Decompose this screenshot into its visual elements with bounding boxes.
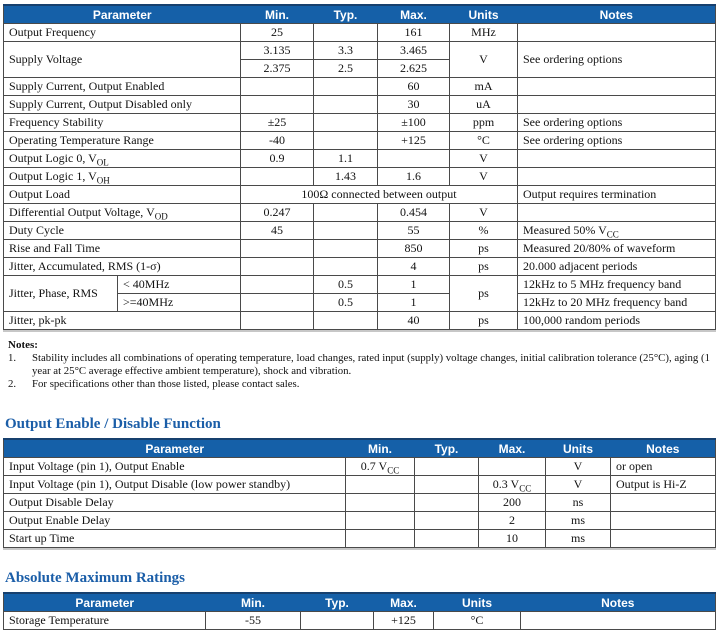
column-header-max: Max. — [378, 5, 450, 24]
units-cell: ms — [546, 512, 611, 530]
notes-cell: Measured 20/80% of waveform — [518, 240, 716, 258]
units-cell: °C — [434, 612, 521, 630]
table-row-operating-temp — [4, 132, 716, 150]
max-cell: 10 — [479, 530, 546, 548]
min-cell — [241, 312, 314, 330]
typ-cell: 3.3 — [314, 42, 378, 60]
table-row-jitter-pkpk — [4, 312, 716, 330]
units-cell: V — [546, 476, 611, 494]
typ-cell — [415, 530, 479, 548]
table-row-rise-fall-time — [4, 240, 716, 258]
max-cell: 161 — [378, 24, 450, 42]
typ-cell — [314, 222, 378, 240]
max-cell — [378, 150, 450, 168]
column-header-parameter: Parameter — [4, 593, 206, 612]
max-subscript: CC — [519, 483, 532, 494]
max-cell: 4 — [378, 258, 450, 276]
column-header-max: Max. — [374, 593, 434, 612]
min-cell — [346, 530, 415, 548]
max-label: 0.3 V — [492, 477, 520, 491]
table-row-output-frequency — [4, 24, 716, 42]
typ-cell — [415, 458, 479, 476]
notes-label: Measured 50% V — [523, 223, 607, 237]
notes-cell: 20.000 adjacent periods — [518, 258, 716, 276]
min-cell — [241, 276, 314, 294]
parameter-cell: Supply Current, Output Disabled only — [4, 96, 241, 114]
max-cell: 1 — [378, 276, 450, 294]
notes-cell — [518, 78, 716, 96]
min-cell: 0.247 — [241, 204, 314, 222]
max-cell: +125 — [378, 132, 450, 150]
parameter-label: Output Logic 0, V — [9, 151, 97, 165]
notes-cell: Output requires termination — [518, 186, 716, 204]
min-label: 0.7 V — [360, 459, 388, 473]
notes-cell — [518, 150, 716, 168]
column-header-max: Max. — [479, 439, 546, 458]
table-row-storage-temp — [4, 612, 716, 630]
parameter-cell: Supply Current, Output Enabled — [4, 78, 241, 96]
table-row-duty-cycle — [4, 222, 716, 240]
notes-cell: See ordering options — [518, 114, 716, 132]
typ-cell — [415, 512, 479, 530]
min-cell: -55 — [206, 612, 301, 630]
parameter-cell: Storage Temperature — [4, 612, 206, 630]
parameter-cell: Start up Time — [4, 530, 346, 548]
notes-cell — [518, 24, 716, 42]
typ-cell: 1.1 — [314, 150, 378, 168]
table-row-output-load — [4, 186, 716, 204]
notes-cell: or open — [611, 458, 716, 476]
min-cell: 2.375 — [241, 60, 314, 78]
units-cell: V — [450, 168, 518, 186]
units-cell: MHz — [450, 24, 518, 42]
typ-cell: 0.5 — [314, 276, 378, 294]
notes-cell — [611, 494, 716, 512]
column-header-min: Min. — [206, 593, 301, 612]
typ-cell — [314, 24, 378, 42]
parameter-label: Output Logic 1, V — [9, 169, 97, 183]
min-cell — [241, 168, 314, 186]
min-cell: 45 — [241, 222, 314, 240]
footnote-number: 2. — [8, 378, 17, 390]
units-cell: °C — [450, 132, 518, 150]
column-header-typ: Typ. — [314, 5, 378, 24]
table-row-frequency-stability — [4, 114, 716, 132]
table-row-input-voltage-disable — [4, 476, 716, 494]
max-cell: 55 — [378, 222, 450, 240]
units-cell: V — [450, 42, 518, 78]
min-cell: 0.9 — [241, 150, 314, 168]
notes-cell — [518, 222, 716, 240]
section-title-abs-max: Absolute Maximum Ratings — [5, 570, 186, 586]
table-row-output-disable-delay — [4, 494, 716, 512]
parameter-cell — [4, 150, 241, 168]
abs-max-table — [3, 592, 716, 630]
column-header-units: Units — [546, 439, 611, 458]
typ-cell — [314, 78, 378, 96]
max-cell: 200 — [479, 494, 546, 512]
units-cell: ps — [450, 312, 518, 330]
notes-cell — [611, 512, 716, 530]
notes-cell — [518, 96, 716, 114]
notes-cell: Output is Hi-Z — [611, 476, 716, 494]
table-row-supply-current-disabled — [4, 96, 716, 114]
notes-cell: 100,000 random periods — [518, 312, 716, 330]
max-cell: 2 — [479, 512, 546, 530]
parameter-cell: Frequency Stability — [4, 114, 241, 132]
typ-cell — [301, 612, 374, 630]
min-cell — [346, 494, 415, 512]
notes-cell: See ordering options — [518, 42, 716, 78]
max-cell — [479, 476, 546, 494]
typ-cell: 0.5 — [314, 294, 378, 312]
min-cell — [241, 294, 314, 312]
table-row-jitter-accumulated — [4, 258, 716, 276]
max-cell: 1 — [378, 294, 450, 312]
min-subscript: CC — [387, 465, 400, 476]
section-title-output-enable: Output Enable / Disable Function — [5, 416, 221, 432]
units-cell: V — [450, 150, 518, 168]
typ-cell — [314, 132, 378, 150]
typ-cell — [415, 476, 479, 494]
typ-cell — [314, 204, 378, 222]
min-cell: 25 — [241, 24, 314, 42]
notes-cell — [611, 530, 716, 548]
footnotes-title: Notes: — [8, 339, 38, 351]
column-header-notes: Notes — [521, 593, 716, 612]
units-cell: V — [450, 204, 518, 222]
table-row-output-enable-delay — [4, 512, 716, 530]
parameter-cell: Supply Voltage — [4, 42, 241, 78]
units-cell: uA — [450, 96, 518, 114]
max-cell: 30 — [378, 96, 450, 114]
spec-table — [3, 4, 716, 330]
table-row-supply-current-enabled — [4, 78, 716, 96]
parameter-cell — [4, 168, 241, 186]
units-cell: V — [546, 458, 611, 476]
parameter-cell — [4, 204, 241, 222]
table-row-supply-voltage-1 — [4, 42, 716, 60]
typ-cell — [314, 96, 378, 114]
typ-cell — [314, 240, 378, 258]
table-row-output-logic-0 — [4, 150, 716, 168]
units-cell: ns — [546, 494, 611, 512]
column-header-units: Units — [450, 5, 518, 24]
condition-cell: < 40MHz — [118, 276, 241, 294]
column-header-parameter: Parameter — [4, 5, 241, 24]
parameter-cell: Output Load — [4, 186, 241, 204]
notes-cell — [521, 612, 716, 630]
notes-cell — [518, 168, 716, 186]
parameter-subscript: OL — [96, 157, 109, 168]
condition-cell: >=40MHz — [118, 294, 241, 312]
spec-table-header-row — [4, 5, 716, 24]
table-row-jitter-phase-1 — [4, 276, 716, 294]
units-cell: ps — [450, 258, 518, 276]
parameter-cell: Operating Temperature Range — [4, 132, 241, 150]
max-cell — [479, 458, 546, 476]
min-cell — [346, 476, 415, 494]
footnote-text: For specifications other than those listed, please contact sales. — [32, 378, 300, 390]
footnote-item — [8, 378, 714, 391]
merged-value-cell: 100Ω connected between output — [241, 186, 518, 204]
parameter-cell: Rise and Fall Time — [4, 240, 241, 258]
notes-subscript: CC — [606, 229, 619, 240]
max-cell: 0.454 — [378, 204, 450, 222]
min-cell: ±25 — [241, 114, 314, 132]
column-header-units: Units — [434, 593, 521, 612]
max-cell: 850 — [378, 240, 450, 258]
units-cell: ms — [546, 530, 611, 548]
footnotes — [8, 339, 715, 391]
units-cell: % — [450, 222, 518, 240]
min-cell: -40 — [241, 132, 314, 150]
notes-cell — [518, 204, 716, 222]
min-cell — [241, 240, 314, 258]
parameter-cell: Output Frequency — [4, 24, 241, 42]
notes-cell: 12kHz to 5 MHz frequency band — [518, 276, 716, 294]
max-cell: 3.465 — [378, 42, 450, 60]
parameter-cell: Duty Cycle — [4, 222, 241, 240]
table-row-output-logic-1 — [4, 168, 716, 186]
column-header-notes: Notes — [518, 5, 716, 24]
parameter-cell: Input Voltage (pin 1), Output Disable (low power standby) — [4, 476, 346, 494]
typ-cell: 2.5 — [314, 60, 378, 78]
units-cell: ps — [450, 240, 518, 258]
min-cell — [346, 512, 415, 530]
table-row-input-voltage-enable — [4, 458, 716, 476]
units-cell: ppm — [450, 114, 518, 132]
typ-cell: 1.43 — [314, 168, 378, 186]
parameter-cell: Jitter, Phase, RMS — [4, 276, 118, 312]
units-cell: mA — [450, 78, 518, 96]
enable-table-header-row — [4, 439, 716, 458]
parameter-subscript: OH — [96, 175, 110, 186]
footnote-text: Stability includes all combinations of operating temperature, load changes, rated input (supply) voltage changes, initial calibration tolerance (25°C), aging (1 year at 25°C average effective ambient temperature), shock and vibration. — [32, 352, 711, 377]
min-cell — [241, 78, 314, 96]
parameter-label: Differential Output Voltage, V — [9, 205, 155, 219]
column-header-typ: Typ. — [301, 593, 374, 612]
column-header-notes: Notes — [611, 439, 716, 458]
abs-max-table-header-row — [4, 593, 716, 612]
typ-cell — [314, 114, 378, 132]
max-cell: 1.6 — [378, 168, 450, 186]
footnote-item — [8, 352, 714, 378]
typ-cell — [314, 258, 378, 276]
units-cell: ps — [450, 276, 518, 312]
parameter-cell: Jitter, pk-pk — [4, 312, 241, 330]
parameter-cell: Input Voltage (pin 1), Output Enable — [4, 458, 346, 476]
notes-cell: 12kHz to 20 MHz frequency band — [518, 294, 716, 312]
table-row-diff-output-voltage — [4, 204, 716, 222]
max-cell: 2.625 — [378, 60, 450, 78]
column-header-typ: Typ. — [415, 439, 479, 458]
min-cell — [346, 458, 415, 476]
column-header-parameter: Parameter — [4, 439, 346, 458]
notes-cell: See ordering options — [518, 132, 716, 150]
parameter-cell: Jitter, Accumulated, RMS (1-σ) — [4, 258, 241, 276]
typ-cell — [415, 494, 479, 512]
column-header-min: Min. — [241, 5, 314, 24]
parameter-cell: Output Disable Delay — [4, 494, 346, 512]
typ-cell — [314, 312, 378, 330]
min-cell — [241, 96, 314, 114]
max-cell: 40 — [378, 312, 450, 330]
table-row-startup-time — [4, 530, 716, 548]
parameter-subscript: OD — [154, 211, 168, 222]
max-cell: +125 — [374, 612, 434, 630]
footnote-number: 1. — [8, 352, 17, 364]
max-cell: ±100 — [378, 114, 450, 132]
parameter-cell: Output Enable Delay — [4, 512, 346, 530]
enable-table — [3, 438, 716, 548]
column-header-min: Min. — [346, 439, 415, 458]
max-cell: 60 — [378, 78, 450, 96]
min-cell: 3.135 — [241, 42, 314, 60]
min-cell — [241, 258, 314, 276]
